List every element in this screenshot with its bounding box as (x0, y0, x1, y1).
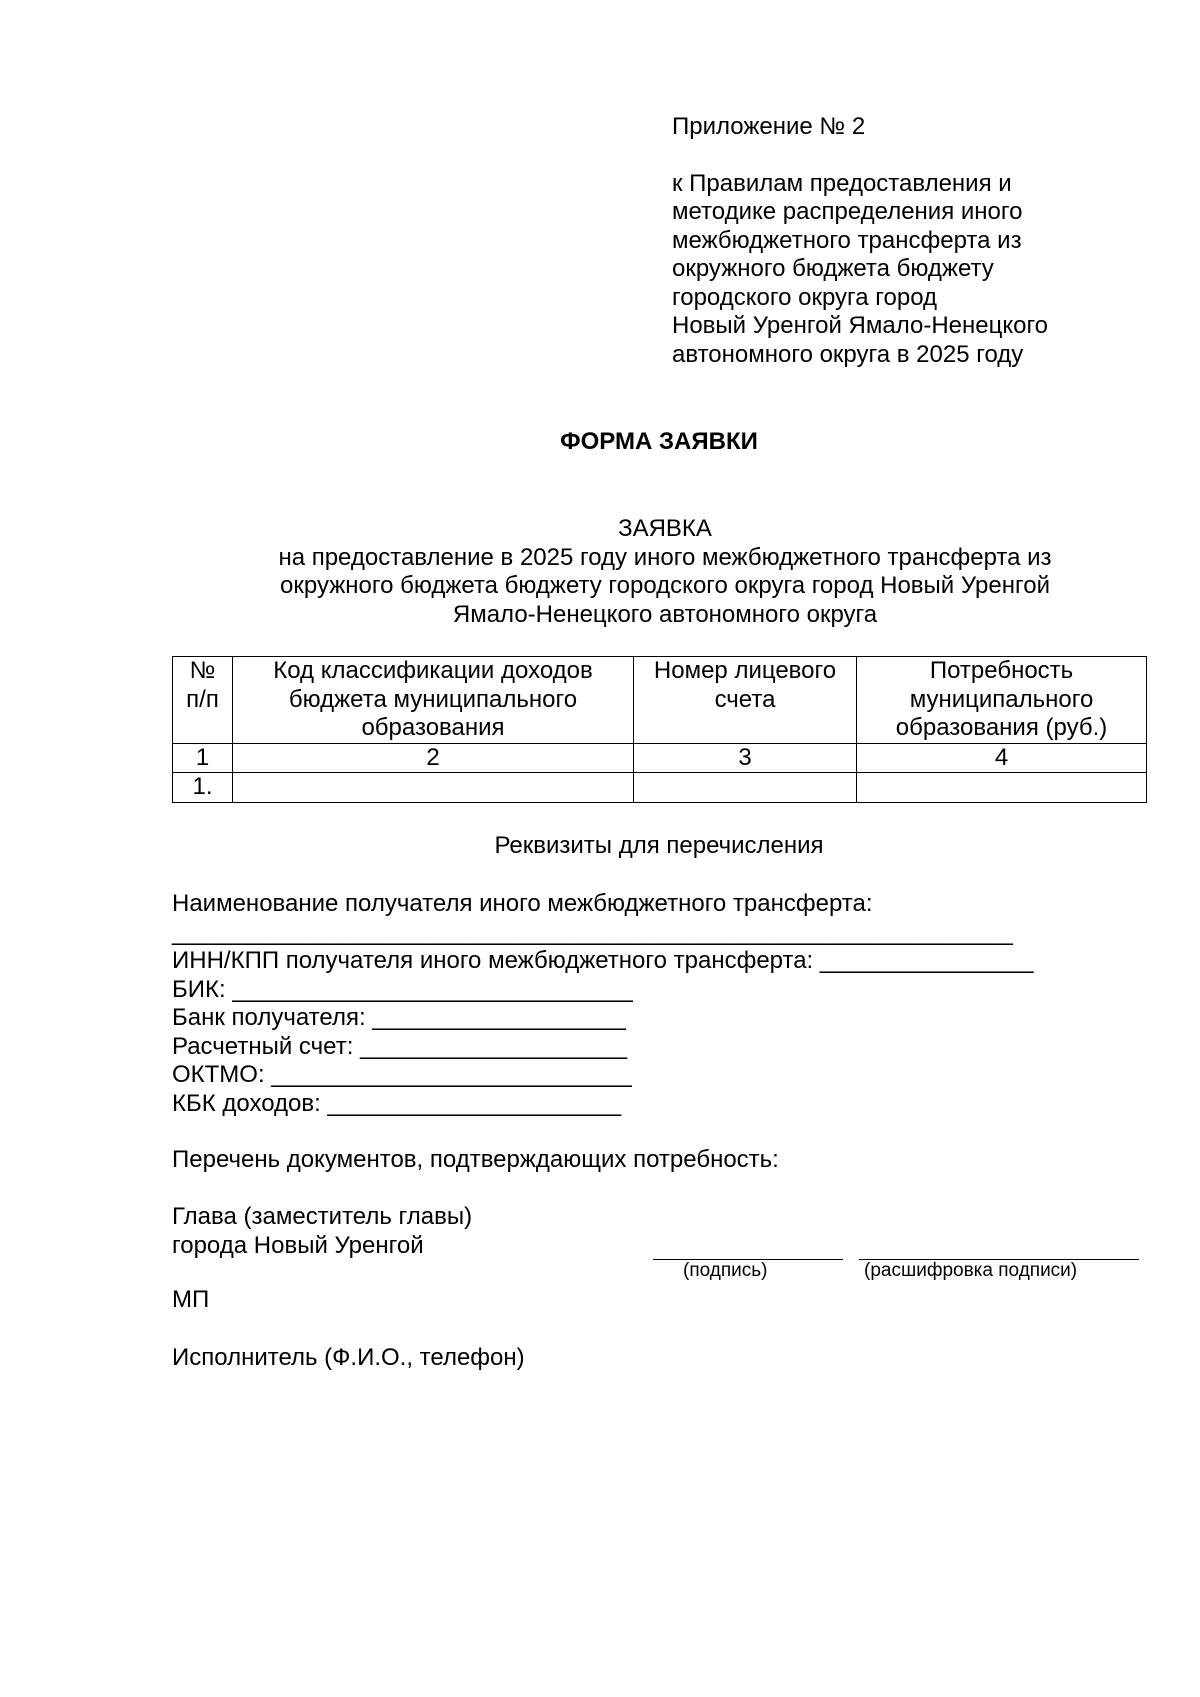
oktmo-field: ОКТМО: ___________________________ (172, 1061, 632, 1088)
table-cell: 1 (173, 743, 233, 773)
application-heading: ЗАЯВКА (618, 515, 712, 542)
bik-field: БИК: ______________________________ (172, 975, 633, 1003)
recipient-name-field: Наименование получателя иного межбюджетного трансферта: (172, 890, 873, 917)
form-title: ФОРМА ЗАЯВКИ (560, 428, 758, 455)
table-header-cell: Потребность муниципального образования (руб.) (857, 657, 1147, 744)
appendix-title: Приложение № 2 (672, 113, 866, 140)
table-row (173, 773, 1147, 803)
requisites-fields (172, 890, 1152, 1118)
appendix-text: к Правилам предоставления и методике распределения иного межбюджетного трансферта из окружного бюджета бюджету городского округа город Новый Уренгой Ямало-Ненецкого автономного округа в 2025 году (672, 169, 1049, 368)
table-cell: 2 (233, 743, 634, 773)
inn-kpp-field: ИНН/КПП получателя иного межбюджетного трансферта: ________________ (172, 947, 1034, 974)
request-table-wrap (172, 656, 1146, 803)
application-heading-block (170, 515, 1160, 629)
table-header-row (173, 657, 1147, 744)
request-table (172, 656, 1147, 803)
signer-block (172, 1203, 472, 1260)
table-cell: 4 (857, 743, 1147, 773)
table-cell (634, 773, 857, 803)
signature-caption: (подпись) (683, 1260, 768, 1281)
requisites-heading: Реквизиты для перечисления (494, 832, 824, 859)
account-field: Расчетный счет: ____________________ (172, 1032, 627, 1060)
application-subtitle: на предоставление в 2025 году иного межбюджетного трансферта из окружного бюджета бюджету городского округа город Новый Уренгой Ямало-Ненецкого автономного округа (278, 543, 1052, 628)
table-cell (233, 773, 634, 803)
signer-city: города Новый Уренгой (172, 1231, 424, 1259)
stamp-place: МП (172, 1286, 210, 1313)
signer-position: Глава (заместитель главы) (172, 1203, 473, 1230)
table-header-cell: Номер лицевого счета (634, 657, 857, 744)
table-cell: 1. (173, 773, 233, 803)
table-header-cell: Код классификации доходов бюджета муниципального образования (233, 657, 634, 744)
executor-label: Исполнитель (Ф.И.О., телефон) (172, 1344, 525, 1371)
table-header-cell: № п/п (173, 657, 233, 744)
documents-list-label: Перечень документов, подтверждающих потребность: (172, 1146, 779, 1173)
kbk-field: КБК доходов: ______________________ (172, 1089, 622, 1117)
table-cell: 3 (634, 743, 857, 773)
table-cell (857, 773, 1147, 803)
signature-decode-caption: (расшифровка подписи) (864, 1260, 1078, 1281)
bank-field: Банк получателя: ___________________ (172, 1004, 626, 1031)
recipient-name-line: _______________________________________________________________ (172, 918, 1013, 946)
table-column-number-row (173, 743, 1147, 773)
appendix-block (672, 113, 1092, 369)
